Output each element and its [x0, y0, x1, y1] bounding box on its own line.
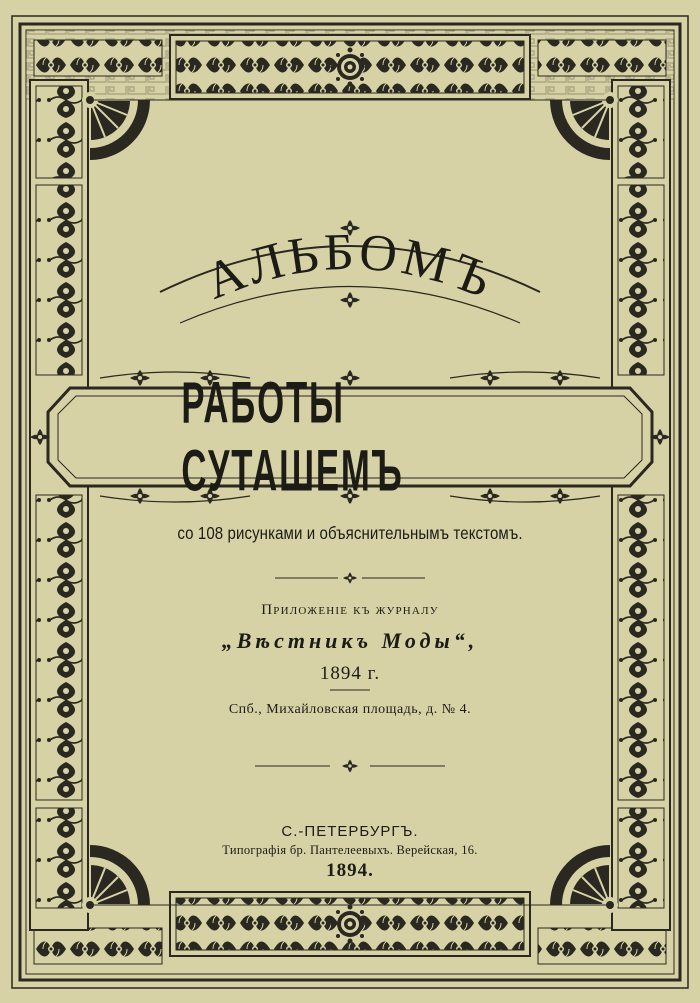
- subtitle: со 108 рисунками и объяснительнымъ текстомъ.: [177, 523, 523, 543]
- imprint-year: 1894.: [326, 860, 374, 881]
- publisher-address: Спб., Михайловская площадь, д. № 4.: [228, 702, 472, 717]
- imprint-printer: Типографiя бр. Пантелеевыхъ. Верейская, 16.: [222, 843, 478, 857]
- main-title: [78, 368, 622, 504]
- imprint-city: С.-ПЕТЕРБУРГЪ.: [281, 823, 419, 840]
- svg-text:АЛЬБОМЪ: [198, 224, 503, 311]
- main-title-text: РАБОТЫ СУТАШЕМЪ: [181, 368, 404, 504]
- title-arc-text: АЛЬБОМЪ: [197, 223, 503, 311]
- journal-name: „Вѣстникъ Моды“,: [221, 628, 479, 653]
- supplement-line: Приложенiе къ журналу: [261, 602, 439, 618]
- supplement-year: 1894 г.: [319, 663, 381, 684]
